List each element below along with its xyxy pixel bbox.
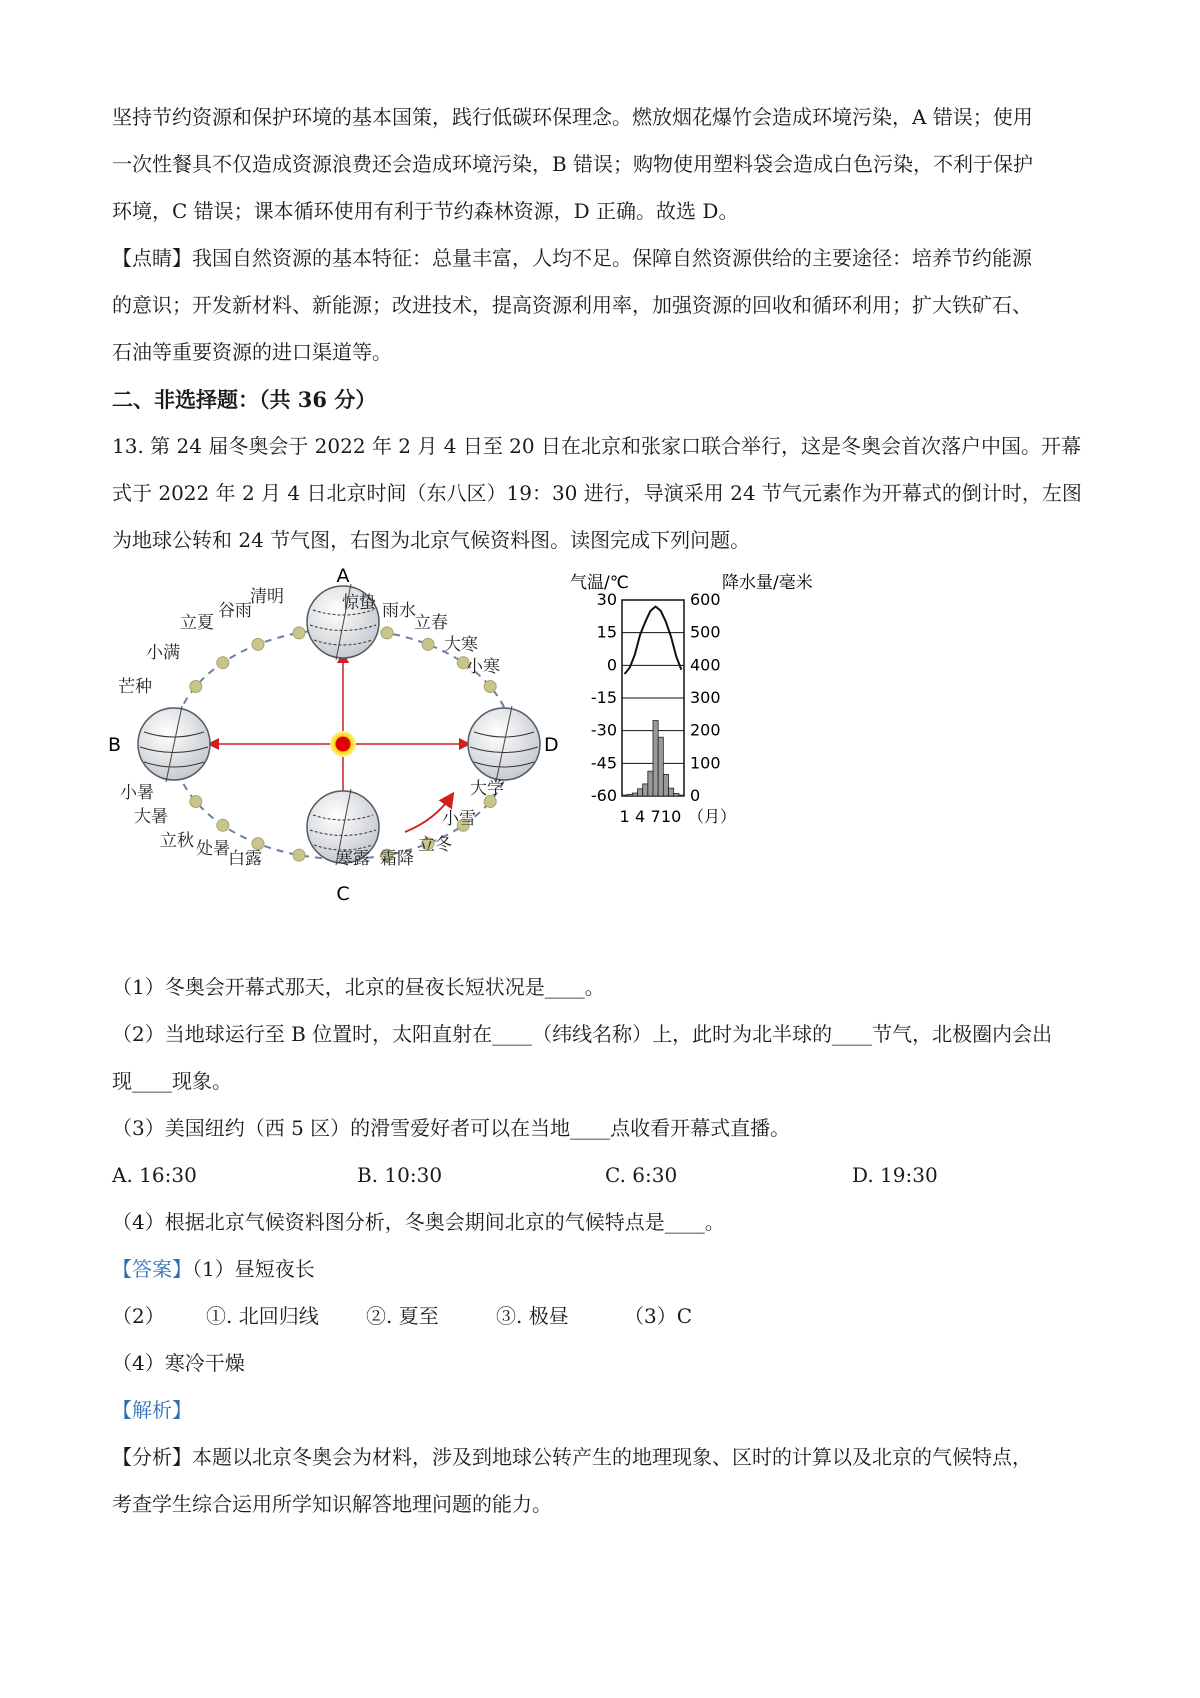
temperature-tick-label: -45 (590, 753, 617, 773)
temperature-tick-label: 0 (606, 655, 617, 675)
section-title: 二、非选择题：（共 36 分） (112, 387, 377, 412)
analysis-line-2: 考查学生综合运用所学知识解答地理问题的能力。 (112, 1492, 552, 1516)
precipitation-bar (658, 737, 663, 796)
sub-question-2-cont: 现____现象。 (112, 1069, 232, 1093)
sun (330, 731, 356, 757)
precipitation-bar (663, 774, 668, 796)
month-unit-label: （月） (688, 807, 737, 826)
precipitation-bar (632, 793, 637, 796)
question-line-3: 为地球公转和 24 节气图，右图为北京气候资料图。读图完成下列问题。 (112, 528, 751, 552)
sub-question-1: （1）冬奥会开幕式那天，北京的昼夜长短状况是____。 (112, 975, 605, 999)
precipitation-tick-label: 600 (690, 590, 721, 609)
answer-1: （1）昼短夜长 (192, 1257, 315, 1281)
precipitation-bar (679, 795, 684, 796)
solar-term-dot (217, 657, 229, 669)
term-shuangjiang: 霜降 (380, 849, 414, 869)
term-lixia: 立夏 (180, 613, 214, 633)
answer-tag: 【答案】 (112, 1257, 192, 1281)
label-c: C (336, 883, 350, 905)
precipitation-bar (669, 788, 674, 796)
option-b: B. 10:30 (357, 1163, 443, 1187)
option-a: A. 16:30 (112, 1163, 197, 1187)
precipitation-bar (674, 793, 679, 796)
term-jingzhe: 惊蛰 (342, 593, 376, 613)
temperature-tick-label: -30 (590, 720, 617, 740)
solar-term-dot (422, 638, 434, 650)
temperature-tick-label: 15 (596, 622, 617, 642)
term-qingming: 清明 (250, 587, 284, 607)
sub-question-3: （3）美国纽约（西 5 区）的滑雪爱好者可以在当地____点收看开幕式直播。 (112, 1116, 791, 1140)
term-xiaoman: 小满 (146, 643, 180, 663)
orbit-diagram (100, 565, 560, 910)
solar-term-dot (293, 627, 305, 639)
term-bailu: 白露 (228, 849, 262, 869)
answer-line-2 (112, 1293, 1102, 1340)
answer-3: （3）C (624, 1304, 693, 1328)
solar-term-dot (252, 638, 264, 650)
month-tick-label: 7 (650, 807, 661, 826)
temperature-line (625, 607, 682, 675)
sub-question-2: （2）当地球运行至 B 位置时，太阳直射在____（纬线名称）上，此时为北半球的____节气，北极圈内会出 (112, 1022, 1053, 1046)
explanation-line-1: 坚持节约资源和保护环境的基本国策，践行低碳环保理念。燃放烟花爆竹会造成环境污染，A 错误；使用 (112, 105, 1033, 129)
precipitation-bar (627, 794, 632, 796)
answer-2-prefix: （2） (112, 1304, 165, 1328)
temperature-tick-label: 30 (596, 590, 617, 609)
label-a: A (336, 565, 350, 587)
question-line-1: 13. 第 24 届冬奥会于 2022 年 2 月 4 日至 20 日在北京和张家口联合举行，这是冬奥会首次落户中国。开幕 (112, 434, 1081, 458)
answer-2-part-1: ①. 北回归线 (206, 1304, 319, 1328)
term-mangzhong: 芒种 (118, 677, 152, 697)
precipitation-tick-label: 400 (690, 655, 721, 675)
term-daxue: 大学 (470, 779, 504, 799)
solar-term-dot (484, 681, 496, 693)
solar-term-dot (381, 627, 393, 639)
beijing-climate-chart (570, 570, 813, 840)
explanation-line-2: 一次性餐具不仅造成资源浪费还会造成环境污染，B 错误；购物使用塑料袋会造成白色污染，不利于保护 (112, 152, 1034, 176)
precipitation-tick-label: 300 (690, 688, 721, 707)
precipitation-tick-label: 100 (690, 753, 721, 773)
option-d: D. 19:30 (852, 1163, 938, 1187)
precipitation-bar (643, 784, 648, 796)
temperature-tick-label: -60 (590, 786, 617, 805)
solar-term-dot (252, 838, 264, 850)
y-right-label: 降水量/毫米 (722, 573, 813, 593)
label-d: D (544, 734, 559, 756)
answer-line-1 (112, 1246, 1102, 1293)
term-xiaohan: 小寒 (466, 657, 500, 677)
month-tick-label: 10 (660, 807, 682, 826)
term-dahan: 大寒 (444, 635, 478, 655)
comment-line-3: 石油等重要资源的进口渠道等。 (112, 340, 392, 364)
term-lidong: 立冬 (418, 835, 452, 855)
precipitation-bar (648, 771, 653, 796)
precipitation-bar (638, 789, 643, 796)
answer-2-part-2: ②. 夏至 (366, 1304, 439, 1328)
term-chushu: 处暑 (196, 839, 230, 859)
label-b: B (108, 734, 122, 756)
comment-line-1: 【点睛】我国自然资源的基本特征：总量丰富，人均不足。保障自然资源供给的主要途径：培养节约能源 (112, 246, 1032, 270)
term-xiaoshu: 小暑 (120, 783, 154, 803)
option-c: C. 6:30 (605, 1163, 678, 1187)
solar-term-dot (190, 796, 202, 808)
analysis-line-1: 【分析】本题以北京冬奥会为材料，涉及到地球公转产生的地理现象、区时的计算以及北京的气候特点， (112, 1445, 1032, 1469)
term-guyu: 谷雨 (218, 601, 252, 621)
precipitation-tick-label: 500 (690, 622, 721, 642)
analysis-tag: 【解析】 (112, 1398, 192, 1422)
precipitation-bar (653, 721, 658, 796)
precipitation-tick-label: 0 (690, 786, 701, 805)
comment-line-2: 的意识；开发新材料、新能源；改进技术，提高资源利用率，加强资源的回收和循环利用；扩大铁矿石、 (112, 293, 1032, 317)
answer-2-part-3: ③. 极昼 (496, 1304, 569, 1328)
earth-d (468, 706, 540, 782)
month-tick-label: 4 (634, 807, 646, 826)
sub-question-4: （4）根据北京气候资料图分析，冬奥会期间北京的气候特点是____。 (112, 1210, 725, 1234)
solar-term-dot (217, 819, 229, 831)
question-line-2: 式于 2022 年 2 月 4 日北京时间（东八区）19：30 进行，导演采用 24 节气元素作为开幕式的倒计时，左图 (112, 481, 1082, 505)
term-liqiu: 立秋 (160, 831, 194, 851)
precipitation-bar (622, 795, 627, 796)
term-xiaoxue: 小雪 (442, 809, 476, 829)
solar-term-dot (293, 849, 305, 861)
explanation-line-3: 环境，C 错误；课本循环使用有利于节约森林资源，D 正确。故选 D。 (112, 199, 739, 223)
answer-4: （4）寒冷干燥 (112, 1351, 245, 1375)
temperature-tick-label: -15 (590, 688, 617, 707)
term-lichun: 立春 (414, 613, 448, 633)
term-hanlu: 寒露 (336, 849, 370, 869)
month-tick-label: 1 (619, 807, 630, 826)
y-left-label: 气温/℃ (570, 573, 629, 593)
term-yushui: 雨水 (382, 601, 416, 621)
solar-term-dot (190, 681, 202, 693)
term-dashu: 大暑 (134, 807, 168, 827)
precipitation-tick-label: 200 (690, 720, 721, 740)
earth-b (138, 706, 210, 782)
